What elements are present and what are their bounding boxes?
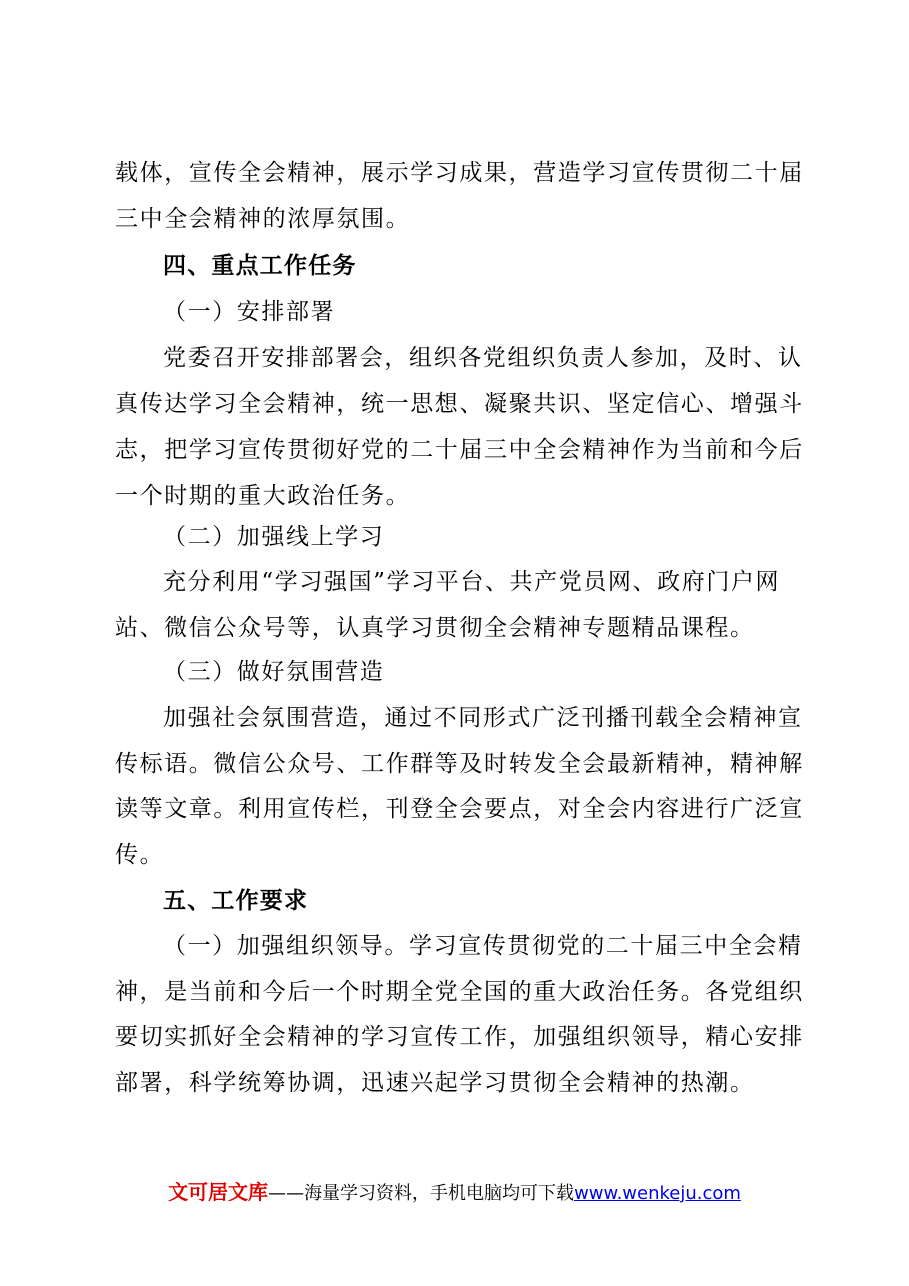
paragraph-line: 要切实抓好全会精神的学习宣传工作，加强组织领导，精心安排 bbox=[115, 1024, 804, 1050]
paragraph-line: 充分利用“学习强国”学习平台、共产党员网、政府门户网 bbox=[163, 569, 781, 595]
footer-slogan: ——海量学习资料，手机电脑均可下载 bbox=[268, 1183, 575, 1204]
paragraph-line: 载体，宣传全会精神，展示学习成果，营造学习宣传贯彻二十届 bbox=[115, 160, 804, 186]
paragraph-line: 部署，科学统筹协调，迅速兴起学习贯彻全会精神的热潮。 bbox=[115, 1070, 755, 1096]
paragraph-line: （一）加强组织领导。学习宣传贯彻党的二十届三中全会精 bbox=[163, 933, 803, 959]
subheading-2: （二）加强线上学习 bbox=[163, 524, 385, 550]
paragraph-line: 三中全会精神的浓厚氛围。 bbox=[115, 206, 411, 232]
section-heading-5: 五、工作要求 bbox=[163, 888, 309, 914]
paragraph-line: 传标语。微信公众号、工作群等及时转发全会最新精神，精神解 bbox=[115, 751, 804, 777]
paragraph-line: 传。 bbox=[115, 842, 165, 868]
paragraph-line: 党委召开安排部署会，组织各党组织负责人参加，及时、认 bbox=[163, 345, 803, 371]
paragraph-line: 站、微信公众号等，认真学习贯彻全会精神专题精品课程。 bbox=[115, 615, 755, 641]
paragraph-line: 读等文章。利用宣传栏，刊登全会要点，对全会内容进行广泛宣 bbox=[115, 796, 804, 822]
paragraph-line: 一个时期的重大政治任务。 bbox=[115, 483, 411, 509]
footer-website-link[interactable]: www.wenkeju.com bbox=[574, 1183, 741, 1204]
subheading-3: （三）做好氛围营造 bbox=[163, 659, 385, 685]
footer-brand: 文可居文库 bbox=[168, 1180, 269, 1204]
subheading-1: （一）安排部署 bbox=[163, 299, 336, 325]
paragraph-line: 志，把学习宣传贯彻好党的二十届三中全会精神作为当前和今后 bbox=[115, 437, 804, 463]
paragraph-line: 加强社会氛围营造，通过不同形式广泛刊播刊载全会精神宣 bbox=[163, 705, 803, 731]
page-footer bbox=[0, 1180, 909, 1206]
paragraph-line: 神，是当前和今后一个时期全党全国的重大政治任务。各党组织 bbox=[115, 979, 804, 1005]
paragraph-line: 真传达学习全会精神，统一思想、凝聚共识、坚定信心、增强斗 bbox=[115, 391, 804, 417]
section-heading-4: 四、重点工作任务 bbox=[163, 253, 357, 279]
